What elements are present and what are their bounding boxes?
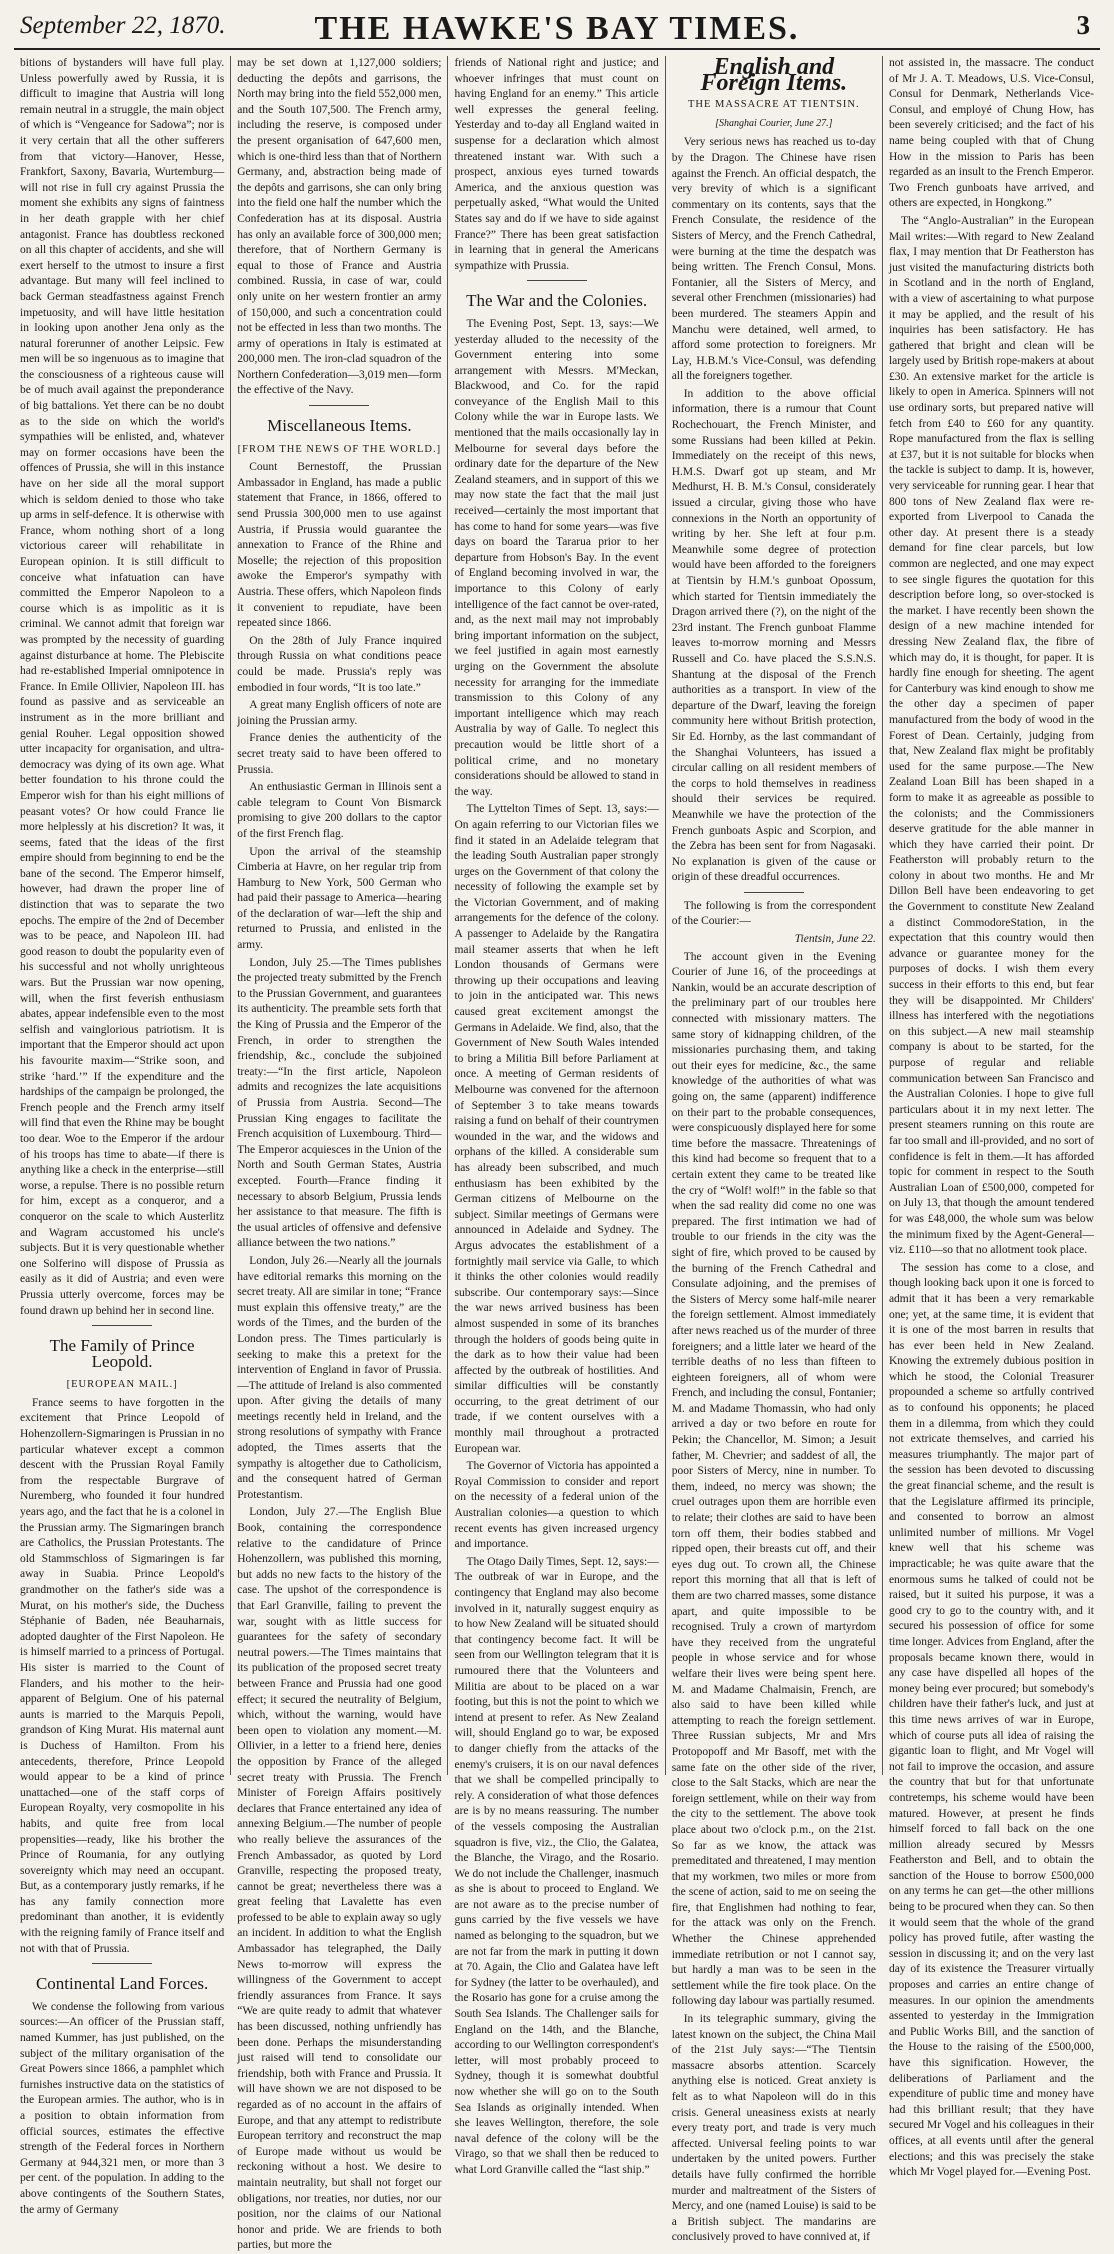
article-paragraph: We condense the following from various sources:—An officer of the Prussian staff, named Kummer, has just published, on the subject of the military organisation of the Great Powers since 1866, a pamphlet which furnishes instructive data on the statistics of the European armies. The author, who is in a position to obtain information from official sources, estimates the effective strength of the Federal forces in Northern Germany at 944,321 men, or more than 3 per cent. of the population. In adding to the above contingents of the Southern States, the army of Germany	[20, 2000, 225, 2216]
heading-war-colonies: The War and the Colonies.	[466, 291, 648, 311]
column-3	[448, 56, 665, 2176]
column-1	[14, 56, 231, 2216]
article-paragraph: London, July 26.—Nearly all the journals have editorial remarks this morning on the secret treaty. All are similar in tone; “France must explain this offensive treaty,” are the words of the Times, and the burden of the London press. The Times particularly is seeking to make this a pretext for the intervention of England in favor of Prussia.—The attitude of Ireland is also commented upon. After giving the details of many meetings recently held in Ireland, and the strong resolutions of sympathy with France adopted, the Times asserts that the sympathy is altogether due to Catholicism, and the consequent hatred of German Protestantism.	[237, 1254, 442, 1501]
article-paragraph: friends of National right and justice; and whoever infringes that must count on having England for an enemy.” This article well expresses the general feeling. Yesterday and to-day all England waited in suspense for a declaration which almost threatened instant war. With such a prospect, anxious eyes turned towards America, and the anxious question was perpetually asked, “What would the United States say and do if we have to side against France?” There has been great satisfaction in learning that in general the Americans sympathize with Prussia.	[454, 57, 659, 272]
divider	[92, 1325, 152, 1326]
article-paragraph: bitions of bystanders will have full play. Unless powerfully awed by Russia, it is difficult to imagine that Austria will long remain neutral in a struggle, the main object of which is “Vengeance for Sadowa”; nor is it very certain that all the other sufferers from that victory—Hanover, Hesse, Frankfort, Saxony, Bavaria, Wurtemburg—will not rise in full cry against Prussia the moment she exhibits any signs of faintness in her death grapple with her chief antagonist. France has doubtless reckoned on all this chapter of accidents, and she will exert herself to the utmost to insure a first advantage. But many will feel inclined to back German steadfastness against French impetuosity, and will have little hesitation in looking upon another Jena only as the natural forerunner of another Leipsic. Few men will be so ingenuous as to imagine that the consciousness of a righteous cause will be of much avail against the preponderance of big battalions. Yet there can be no doubt as to the side on which the world's sympathies will be enlisted, and, whatever may on former occasions have been the offences of Prussia, she will in this instance have on her side all the moral support which is seldom denied to those who take up arms in self-defence. It is otherwise with France, whom nothing short of a long victorious career will rehabilitate in European opinion. It is still difficult to conceive what infatuation can have committed the Emperor Napoleon to a course which is as impolitic as it is criminal. We cannot admit that foreign war was prompted by the necessity of guarding against disturbance at home. The Plebiscite had re-established Imperial omnipotence in France. In Emile Ollivier, Napoleon III. has found as passive and as serviceable an instrument as in the more brilliant and genial Rouher. Legal opposition showed utter incapacity for organisation, and ultra-democracy was dying of its own age. What better foundation to his throne could the Emperor wish for than his eight millions of peasant votes? Or how could France lie more helplessly at his discretion? It was, it seems, fated that the ideas of the first empire should from beginning to end be the bane of the second. The Emperor himself, however, had drawn the proper line of distinction that was to separate the two epochs. The empire of the 2nd of December was to be peace, and Napoleon III. had good reason to doubt the popularity even of his successful and not wholly unrighteous wars. But the Prussian war now opening, will, when the first feverish enthusiasm abates, appear indefensible even to the most selfish and vainglorious patriotism. It is important that the Emperor should act upon his favourite maxim—“Strike soon, and strike ‘hard.’” If the expenditure and the hardships of the campaign be prolonged, the French people and the French army itself will find that even the Rhine may be bought too dear. Woe to the Emperor if the ardour of his troops has time to abate—if there is anything like a check in the enterprise—still worse, a repulse. There is no possible return for him, except as a conqueror, and a conqueror on the scale to which Austerlitz and Wagram accustomed his uncle's subjects. But it is very questionable whether one Solferino will dispose of Prussia as easily as it did of Austria; and even were Prussia utterly overcome, forces may be found drawn up behind her in second line.	[20, 57, 225, 1317]
columns	[14, 54, 1100, 2252]
article-paragraph: London, July 27.—The English Blue Book, containing the correspondence relative to the candidature of Prince Hohenzollern, was published this morning, but adds no new facts to the history of the case. The upshot of the correspondence is that Earl Granville, failing to prevent the war, sought with as little success for guarantees for the safety of secondary neutral powers.—The Times maintains that its publication of the proposed secret treaty between France and Prussia had one good effect; it secured the neutrality of Belgium, which, without the warning, would have been open to violation any moment.—M. Ollivier, in a letter to a friend here, denies the opposition by France of the alleged secret treaty with Prussia. The French Minister of Foreign Affairs positively declares that France entertained any idea of annexing Belgium.—The number of people who really believe the assurances of the French Ambassador, as quoted by Lord Granville, respecting the proposed treaty, cannot be great; nevertheless there was a great feeling that Lavalette has even professed to be able to explain away so ugly an incident. In addition to what the English Ambassador has telegraphed, the Daily News to-morrow will express the willingness of the Government to accept friendly assurances from France. It says “We are quite ready to admit that whatever has been discussed, nothing unfriendly has been done. Perhaps the misunderstanding just raised will tend to consolidate our friendship, both with France and Prussia. It will have shown we are not disposed to be regarded as of no account in the affairs of Europe, and that any attempt to redistribute European territory and reconstruct the map of Europe made without us would be reckoning without a host. We desire to maintain neutrality, but shall not forget our obligations, nor treaties, nor duties, nor our position, nor the claims of our National honor and pride. We are friends to both parties, but more the	[237, 1506, 442, 2252]
heading-land-forces: Continental Land Forces.	[35, 1974, 209, 1994]
article-paragraph: The account given in the Evening Courier of June 16, of the proceedings at Nankin, would be an accurate description of the preliminary part of our troubles here connected with missionary matters. The same story of kidnapping children, of the missionaries purchasing them, and taking out their eyes for medicine, &c., the same knowledge of the authorities of what was going on, the same (apparent) indifference on their part to the probable consequences, were conspicuously displayed here for some time before the massacre. Threatenings of this kind had become so frequent that to a certain extent they came to be treated like the cry of “Wolf! wolf!” in the fable so that when the sad reality did come no one was prepared. The first intimation we had of trouble to our friends in the city was the sight of fire, which proved to be caused by the burning of the French Cathedral and Consulate adjoining, and the premises of the Sisters of Mercy some half-mile nearer the foreign settlement. Almost immediately after news reached us of the murder of three foreigners; and a little later we heard of the terrible deaths of no less than fifteen to eighteen foreigners, all of whom were French, and including the consul, Fontanier; M. and Madame Thomassin, who had only arrived a day or two before en route for Pekin; the Chancellor, M. Simon; a Jesuit father, M. Chevrier; and saddest of all, the poor Sisters of Mercy, nine in number. To them, indeed, no mercy was shown; the cruel outrages upon them are horrible even to relate; their clothes are said to have been torn off them, their bodies stabbed and ripped open, their breasts cut off, and their eyes dug out. To crown all, the Chinese report this morning that all that is left of them are two charred masses, some distance apart, and quite impossible to be recognised. Truly a crown of martyrdom have they received from the ungrateful people in whose service and for whose welfare their lives were being spent here. M. and Madame Chalmaisin, French, are also said to have been killed while attempting to reach the foreign settlement. Three Russian subjects, Mr and Mrs Protopopoff and Mr Basoff, met with the same fate on the other side of the river, close to the Salt Stacks, which are near the foreign settlement, while on their way from the city to the settlement. The above took place about two o'clock p.m., on the 21st. So far as we know, the attack was premeditated and threatened, I may mention that my workmen, two miles or more from the scene of action, said to me on seeing the fire, that Englishmen had nothing to fear, for the attack was only on the French. Whether the Chinese apprehended immediate retribution or not I cannot say, but hardly a man was to be seen in the settlement while the fire took place. On the following day labour was partially resumed.	[671, 950, 876, 2008]
article-paragraph: The “Anglo-Australian” in the European Mail writes:—With regard to New Zealand flax, I may mention that Dr Featherston has just visited the manufacturing districts both in Scotland and in the north of England, with a view of ascertaining to what purpose it may be applied, and the result of his inquiries has been satisfactory. He has gathered that bright and clean will be largely used by British rope-makers at about £30. An extensive market for the article is likely to open in America. Spinners will not use ordinary sorts, but prepared native will fetch from £40 to £60 for any quantity. Rope manufactured from the flax is selling at £37, but it is not suitable for blocks when the tackle is subject to damp. It is, however, very serviceable for running gear. I hear that 800 tons of New Zealand flax were re-exported from Liverpool to Canada the other day. At present there is a steady demand for fine clear parcels, but low common are neglected, and one may expect to see single figures the quotation for this description before long, so over-stocked is the market. I have recently been shown the design of a new machine intended for dressing New Zealand flax, the fibre of which may do, it is thought, for paper. It is hardly fine enough for sheeting. The agent for Canterbury was kind enough to show me the other day a specimen of paper manufactured from the body of wood in the Forest of Dean. Certainly, judging from that, New Zealand flax might be profitably used for the same purpose.—The New Zealand Loan Bill has been shaped in a form to make it as agreeable as possible to the colonists; and the Commissioners deserve gratitude for the able manner in which they have carried their point. Dr Featherston will probably return to the colony in about two months. He and Mr Dillon Bell have been endeavoring to get the Government to constitute New Zealand a distinct CommodoreStation, in the expectation that this country would then advance or guarantee money for the purposes of docks. I wish them every success in their efforts to this end, but fear they will be disappointed. Mr Childers' illness has interfered with the negotiations on this subject.—A new mail steamship company is about to be started, for the purpose of regular and reliable communication between San Francisco and the Australian Colonies. I hope to give full particulars about it in my next letter. The present steamers running on this route are far too small and ill-provided, and no sort of confidence is felt in them.—It has afforded topic for comment in respect to the South Australian Loan of £500,000, competed for on July 13, that though the amount tendered for was £48,000, the whole sum was below the minimum fixed by the Agent-General—viz. £110—so that no allotment took place.	[888, 214, 1094, 1257]
masthead	[14, 8, 1100, 50]
divider	[92, 1963, 152, 1964]
article-paragraph: A great many English officers of note are joining the Prussian army.	[237, 699, 442, 727]
article-paragraph: The following is from the correspondent of the Courier:—	[671, 899, 876, 928]
column-4	[666, 54, 883, 2244]
article-paragraph: The Governor of Victoria has appointed a Royal Commission to consider and report on the necessity of a federal union of the Australian colonies—a question to which recent events has given increased urgency and importance.	[454, 1460, 659, 1551]
divider	[744, 892, 804, 893]
heading-prince-leopold: The Family of Prince Leopold.	[49, 1336, 195, 1371]
column-5	[883, 56, 1100, 2179]
article-paragraph: On the 28th of July France inquired through Russia on what conditions peace could be made. Prussia's reply was embodied in four words, “It is too late.”	[237, 634, 442, 694]
source-note: [FROM THE NEWS OF THE WORLD.]	[237, 443, 442, 455]
article-paragraph: An enthusiastic German in Illinois sent a cable telegram to Count Von Bismarck promising to give 200 dollars to the captor of the first French flag.	[237, 781, 442, 840]
article-paragraph: In its telegraphic summary, giving the latest known on the subject, the China Mail of the 21st July says:—“The Tientsin massacre absorbs attention. Scarcely anything else is noticed. Great anxiety is felt as to what Napoleon will do in this crisis. General uneasiness exists at nearly every treaty port, and trade is very much affected. Universal feeling points to war undertaken by the united powers. Further details have fully confirmed the horrible murder and maltreatment of the Sisters of Mercy, and one (named Louise) is said to be a British subject. The mandarins are conclusively proved to have connived at, if	[671, 2013, 876, 2244]
page-number: 3	[1076, 10, 1090, 40]
article-paragraph: Very serious news has reached us to-day by the Dragon. The Chinese have risen against the French. An official despatch, the very brevity of which is a significant commentary on its contents, says that the French Consulate, the residence of the Sisters of Mercy, and the French Cathedral, were burning at the time the despatch was being written. The French Consul, Mons. Fontanier, all the Sisters of Mercy, and several other Frenchmen (missionaries) had been murdered. The steamers Appin and Manchu were detained, well armed, to afford some protection to foreigners. Mr Lay, H.B.M.'s Vice-Consul, was defending all the foreigners together.	[671, 136, 876, 383]
article-paragraph: The Otago Daily Times, Sept. 12, says:—The outbreak of war in Europe, and the contingency that England may also become involved in it, naturally suggest enquiry as to how New Zealand will be situated should that contingency become fact. It will be seen from our Wellington telegram that it is rumoured there that the Volunteers and Militia are about to be placed on a war footing, but this is not the point to which we intend at present to refer. As New Zealand will, should England go to war, be exposed to danger chiefly from the attacks of the enemy's cruisers, it is on our naval defences that we shall be compelled principally to rely. A consideration of what those defences are is by no means reassuring. The number of the vessels composing the Australian squadron is five, viz., the Clio, the Galatea, the Blanche, the Virago, and the Rosario. We do not include the Challenger, inasmuch as she is about to proceed to England. We are not aware as to the precise number of guns carried by the five vessels we have named as belonging to the squadron, but we are not far from the mark in putting it down at 70. Again, the Clio and Galatea have left for Sydney (the latter to be overhauled), and the Rosario has gone for a cruise among the South Sea Islands. The Challenger sails for England on the 14th, and the Blanche, according to our Wellington correspondent's letter, will most probably proceed to Sydney, though it is somewhat doubtful now whether she will go on to the South Sea Islands as originally intended. When she leaves Wellington, therefore, the sole naval defence of the colony will be the Virago, so that we shall then be reduced to what Lord Granville called the “last ship.”	[454, 1555, 659, 2176]
article-paragraph: The Lyttelton Times of Sept. 13, says:—On again referring to our Victorian files we find it stated in an Adelaide telegram that the leading South Australian paper strongly urges on the Government of that colony the necessity of following the example set by the Victorian Government, and of making arrangements for the defence of the colony. A passenger to Adelaide by the Rangatira mail steamer asserts that when he left London thousands of Germans were throwing up their occupations and leaving to join in the anticipated war. This news caused great excitement amongst the Germans in Adelaide. We find, also, that the Government of New South Wales intended to bring a Militia Bill before Parliament at once. A meeting of German residents of Melbourne was convened for the afternoon of September 3 to take means towards raising a fund on behalf of their countrymen wounded in the war, and the widows and orphans of the killed. A considerable sum has already been subscribed, and much enthusiasm has been exhibited by the German citizens of Melbourne on the subject. Similar meetings of Germans were announced in Adelaide and Sydney. The Argus advocates the establishment of a fortnightly mail service via Galle, to which it thinks the other colonies would readily subscribe. Our contemporary says:—Since the war news arrived business has been almost suspended in some of its branches through the holders of goods being quite in the dark as to how their value had been affected by the outbreak of hostilities. And similar difficulties will be constantly occurring, to the great detriment of our trade, if we content ourselves with a monthly mail throughout a protracted European war.	[454, 803, 659, 1455]
article-paragraph: France denies the authenticity of the secret treaty said to have been offered to Prussia.	[237, 732, 442, 776]
article-paragraph: London, July 25.—The Times publishes the projected treaty submitted by the French to the Prussian Government, and guarantees its authenticity. The preamble sets forth that the King of Prussia and the Emperor of the French, in order to strengthen the friendship, &c., conclude the subjoined treaty:—“In the first article, Napoleon admits and recognizes the late acquisitions of Prussia from Austria. Second—The Prussian King engages to facilitate the French acquisition of Luxembourg. Third—The Emperor acquiesces in the Union of the North and South German States, Austria excepted. Fourth—France finding it necessary to absorb Belgium, Prussia lends her assistance to that measure. The fifth is the usual articles of offensive and defensive alliance between the two nations.”	[237, 956, 442, 1250]
divider	[527, 280, 587, 281]
article-paragraph: not assisted in, the massacre. The conduct of Mr J. A. T. Meadows, U.S. Vice-Consul, Consul for Denmark, Netherlands Vice-Consul, and employé of Chung How, has been severely criticised; and the fact of his name being coupled with that of Chung How in the mission to Paris has been regarded as an insult to the French Emperor. Two French gunboats have arrived, and others are expected, in Hongkong.”	[888, 57, 1094, 210]
issue-date: September 22, 1870.	[20, 12, 226, 39]
heading-miscellaneous: Miscellaneous Items.	[267, 416, 412, 436]
article-paragraph: In addition to the above official information, there is a rumour that Count Rochechouart, the French Minister, and some Russians had been killed at Pekin. Immediately on the receipt of this news, H.M.S. Dwarf got up steam, and Mr Medhurst, H. B. M.'s Consul, considerately issued a circular, giving those who have connexions in the North an opportunity of writing by her. She left at four p.m. Meanwhile some degree of protection would have been afforded to the foreigners at Tientsin by H.M.'s gunboat Opossum, which started for Tientsin immediately the Dragon arrived there (?), on the night of the 23rd instant. The French gunboat Flamme leaves to-morrow morning and Messrs Russell and Co. have placed the S.S.N.S. Shantung at the disposal of the French authorities as a transport. In view of the departure of the Dwarf, leaving the foreign community here without British protection, Sir Ed. Hornby, as the last commandant of the Shanghai Volunteers, has issued a circular calling on all resident members of the corps to hold themselves in readiness should their services be required. Meanwhile we have the protection of the French gunboats Aspic and Scorpion, and the Zebra has been sent for from Nagasaki. No explanation is given of the cause or origin of these dreadful occurrences.	[671, 387, 876, 884]
article-paragraph: Count Bernestoff, the Prussian Ambassador in England, has made a public statement that France, in 1866, offered to send Prussia 300,000 men to use against Austria, if Prussia would guarantee the annexation to France of the Rhine and Moselle; the rejection of this proposition awoke the Emperor's sympathy with Austria. These offers, which Napoleon finds it convenient to repudiate, have been repeated since 1866.	[237, 461, 442, 630]
article-paragraph: The session has come to a close, and though looking back upon it one is forced to admit that it has been a very remarkable one; yet, at the same time, it is evident that it is one of the most barren in results that has ever been held in New Zealand. Knowing the extremely dubious position in which he stood, the Colonial Treasurer propounded a scheme so artfully contrived as to confound his opponents; he placed them in a dilemma, from which they could not extricate themselves, and carried his measures triumphantly. The major part of the session has been devoted to discussing the great financial scheme, and the result is that the Legislature affirmed its principle, and consented to borrow an almost unlimited number of millions. Mr Vogel knew well that his scheme was impracticable; he was quite aware that the enormous sums he talked of could not be raised, but it suited his purpose, it was a good cry to go to the country with, and it secured his possession of office for some time longer. Advices from England, after the proposals became known there, would in any case have dispelled all hopes of the money being ever procured; but somebody's children have their father's luck, and just at this time news arrives of war in Europe, which of course puts all idea of raising the gigantic loan to flight, and Mr Vogel will not fail to improve the occasion, and assure the country that but for that unfortunate contretemps, his scheme would have been matured. However, at present he finds himself forced to fall back on the one million already secured by Messrs Featherston and Bell, and to obtain the sanction of the House to borrow £500,000 on any terms he can get—the other millions being to be procured when they can. So then it would seem that the whole of the grand policy has proved futile, after wasting the session in discussing it; and on the very last day of its existence the Treasurer virtually proposes and carries an entire change of measures. In our opinion the amendments assented to yesterday in the Immigration and Public Works Bill, and the sanction of the House to the raising of the £500,000, have this signification. However, the deliberations of Parliament and the expenditure of public time and money have had this brilliant result; that they have secured Mr Vogel and his colleagues in their offices, at all events until after the general elections; and this was precisely the stake which Mr Vogel played for.—Evening Post.	[888, 1261, 1094, 2179]
source-note: [Shanghai Courier, June 27.]	[715, 117, 833, 129]
divider	[309, 405, 369, 406]
heading-massacre: THE MASSACRE AT TIENTSIN.	[688, 99, 860, 111]
source-note: [EUROPEAN MAIL.]	[66, 1379, 178, 1391]
article-paragraph: The Evening Post, Sept. 13, says:—We yesterday alluded to the necessity of the Government entering into some arrangement with Messrs. M'Meckan, Blackwood, and Co. for the rapid conveyance of the English Mail to this Colony while the war in Europe lasts. We mentioned that the mails occasionally lay in Melbourne for several days before the ordinary date for the departure of the New Zealand steamers, and in support of this we may now state the fact that the mail just received—certainly the most important that has come to hand for some years—was five days on board the Tararua prior to her departure from Hobson's Bay. In the event of England becoming involved in war, the importance to this Colony of early intelligence of the fact cannot be over-rated, and, as the next mail may not improbably bring important information on the subject, we feel justified in again most earnestly urging on the Government the absolute necessity for arranging for the immediate transmission to this Colony of any important intelligence which may reach Australia by way of Galle. To neglect this precaution would be little short of a political crime, and no monetary considerations should be allowed to stand in the way.	[454, 317, 659, 798]
article-paragraph: France seems to have forgotten in the excitement that Prince Leopold of Hohenzollern-Sigmaringen is Prussian in no particular whatever except a common descent with the Prussian Royal Family from the respectable Burgrave of Nuremberg, who founded it four hundred years ago, and the fact that he is a colonel in the Prussian army. The Sigmaringen branch are Catholics, the Prussian Protestants. The old Stammschloss of Sigmaringen is far away in Suabia. Prince Leopold's grandmother on the father's side was a Murat, on his mother's side, the Duchess Stéphanie of Baden, née Beauharnais, adopted daughter of the First Napoleon. He is himself married to a princess of Portugal. His sister is married to the Count of Flanders, and his mother to the heir-apparent of Belgium. One of his paternal aunts is married to the Marquis Pepoli, grandson of King Murat. His maternal aunt is Duchess of Hamilton. From his antecedents, therefore, Prince Leopold would appear to be a kind of prince unattached—one of the staff corps of European Royalty, very cosmopolite in his habits, and quite free from local propensities—ready, like his brother the Prince of Roumania, for any outlying sovereignty which may need an occupant. But, as a contemporary justly remarks, if he has any family connection more predominant than another, it is evidently with the reigning family of France itself and not with that of Prussia.	[20, 1396, 225, 1955]
dateline: Tientsin, June 22.	[794, 933, 876, 946]
article-paragraph: Upon the arrival of the steamship Cimberia at Havre, on her regular trip from Hamburg to New York, 500 German who had paid their passage to America—hearing of the declaration of war—left the ship and returned to Prussia, and enlisted in the army.	[237, 845, 442, 952]
newspaper-title: THE HAWKE'S BAY TIMES.	[314, 10, 800, 47]
article-paragraph: may be set down at 1,127,000 soldiers; deducting the depôts and garrisons, the North may bring into the field 552,000 men, and the South 107,500. The French army, including the reserve, is composed under the present organisation of 647,600 men, which is one-third less than that of Northern Germany, and, abstraction being made of the depôts and garrisons, she can only bring into the field one half the number which the Confederation has at its disposal. Austria has only an available force of 300,000 men; therefore, that of Northern Germany is equal to those of France and Austria combined. Russia, in case of war, could only unite on her western frontier an army of 150,000, and such a concentration could not be effected in less than two months. The army of operations in Italy is estimated at 200,000 men. The iron-clad squadron of the Northern Confederation—3,019 men—form the effective of the Navy.	[237, 57, 442, 397]
column-2	[231, 56, 448, 2252]
heading-english-foreign: English and Foreign Items.	[700, 54, 848, 96]
